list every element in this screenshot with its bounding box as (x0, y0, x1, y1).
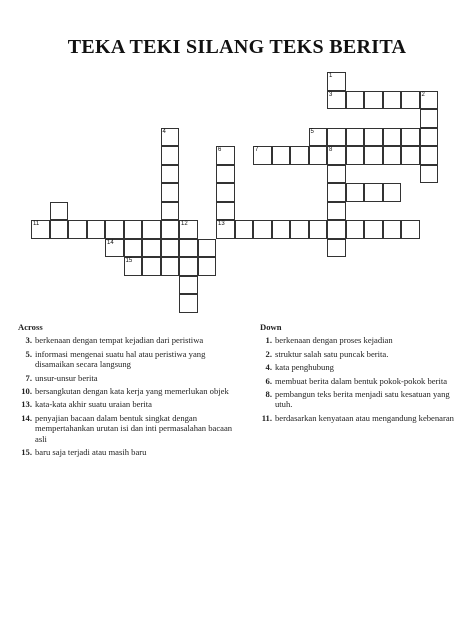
grid-cell[interactable] (50, 202, 69, 221)
clue-text: baru saja terjadi atau masih baru (35, 447, 147, 458)
cell-number: 11 (33, 221, 40, 227)
grid-cell[interactable] (420, 146, 439, 165)
clue-text: berkenaan dengan tempat kejadian dari peristiwa (35, 335, 204, 346)
cell-number: 4 (162, 128, 166, 135)
grid-cell[interactable] (346, 146, 365, 165)
grid-cell[interactable] (124, 220, 143, 239)
grid-cell[interactable] (50, 220, 69, 239)
grid-cell[interactable] (31, 220, 50, 239)
down-clue (258, 335, 458, 345)
grid-cell[interactable] (309, 146, 328, 165)
cell-number: 2 (421, 91, 425, 98)
grid-cell[interactable] (179, 276, 198, 295)
grid-cell[interactable] (364, 220, 383, 239)
grid-cell[interactable] (161, 220, 180, 239)
clue-text: pembangun teks berita menjadi satu kesatuan yang utuh. (275, 389, 450, 410)
clue-text: kata penghubung (275, 362, 334, 373)
clue-text: kata-kata akhir suatu uraian berita (35, 399, 152, 410)
clue-text: penyajian bacaan dalam bentuk singkat dengan mempertahankan urutan isi dan inti permasalahan bacaan asli (35, 412, 233, 444)
grid-cell[interactable] (346, 91, 365, 110)
grid-cell[interactable] (420, 165, 439, 184)
cell-number: 13 (218, 221, 225, 227)
clue-text: bersangkutan dengan kata kerja yang memerlukan objek (35, 386, 229, 397)
grid-cell[interactable] (216, 220, 235, 239)
across-clue (18, 399, 240, 409)
grid-cell[interactable] (383, 146, 402, 165)
cell-number: 7 (255, 147, 259, 153)
grid-cell[interactable] (364, 91, 383, 110)
grid-cell[interactable] (253, 220, 272, 239)
grid-cell[interactable] (161, 239, 180, 258)
grid-cell[interactable] (161, 128, 180, 147)
down-clues (258, 322, 458, 426)
grid-cell[interactable] (161, 183, 180, 202)
grid-cell[interactable] (383, 183, 402, 202)
grid-cell[interactable] (235, 220, 254, 239)
across-clue (18, 373, 240, 383)
grid-cell[interactable] (364, 146, 383, 165)
clue-number: 5. (25, 348, 32, 359)
cell-number: 1 (329, 73, 333, 79)
grid-cell[interactable] (179, 294, 198, 313)
down-clue (258, 376, 458, 386)
across-clue (18, 386, 240, 396)
page-title: TEKA TEKI SILANG TEKS BERITA (67, 36, 407, 58)
grid-cell[interactable] (401, 220, 420, 239)
grid-cell[interactable] (253, 146, 272, 165)
cell-number: 15 (125, 258, 133, 264)
grid-cell[interactable] (327, 72, 346, 91)
cell-number: 8 (329, 147, 333, 153)
clue-number: 10. (21, 386, 32, 397)
grid-cell[interactable] (216, 146, 235, 165)
clue-number: 13. (21, 399, 32, 410)
grid-cell[interactable] (105, 220, 124, 239)
grid-cell[interactable] (68, 220, 87, 239)
clue-text: membuat berita dalam bentuk pokok-pokok berita (275, 375, 448, 386)
clue-text: berkenaan dengan proses kejadian (275, 335, 393, 346)
grid-cell[interactable] (420, 128, 439, 147)
clue-number: 8. (265, 389, 272, 400)
cell-number: 12 (181, 221, 188, 227)
grid-cell[interactable] (161, 165, 180, 184)
grid-cell[interactable] (142, 257, 161, 276)
down-clue (258, 349, 458, 359)
grid-cell[interactable] (290, 220, 309, 239)
grid-cell[interactable] (309, 128, 328, 147)
clue-text: unsur-unsur berita (35, 372, 98, 383)
grid-cell[interactable] (420, 91, 439, 110)
clue-number: 1. (265, 335, 272, 346)
grid-cell[interactable] (272, 220, 291, 239)
across-clue (18, 447, 240, 457)
clue-text: berdasarkan kenyataan atau mengandung kebenaran (275, 412, 454, 423)
across-clue (18, 413, 240, 444)
grid-cell[interactable] (327, 146, 346, 165)
grid-cell[interactable] (346, 183, 365, 202)
grid-cell[interactable] (216, 202, 235, 221)
grid-cell[interactable] (124, 239, 143, 258)
grid-cell[interactable] (179, 257, 198, 276)
clue-number: 6. (265, 375, 272, 386)
clue-number: 15. (21, 447, 32, 458)
grid-cell[interactable] (327, 91, 346, 110)
grid-cell[interactable] (161, 257, 180, 276)
grid-cell[interactable] (327, 183, 346, 202)
grid-cell[interactable] (142, 220, 161, 239)
grid-cell[interactable] (179, 220, 198, 239)
grid-cell[interactable] (142, 239, 161, 258)
grid-cell[interactable] (198, 257, 217, 276)
grid-cell[interactable] (124, 257, 143, 276)
clue-number: 4. (265, 362, 272, 373)
grid-cell[interactable] (198, 239, 217, 258)
grid-cell[interactable] (383, 128, 402, 147)
grid-cell[interactable] (383, 91, 402, 110)
grid-cell[interactable] (327, 128, 346, 147)
grid-cell[interactable] (161, 202, 180, 221)
grid-cell[interactable] (420, 109, 439, 128)
down-clue (258, 413, 458, 423)
grid-cell[interactable] (364, 183, 383, 202)
cell-number: 5 (310, 128, 314, 135)
grid-cell[interactable] (346, 220, 365, 239)
clue-text: struktur salah satu puncak berita. (275, 348, 389, 359)
grid-cell[interactable] (383, 220, 402, 239)
grid-cell[interactable] (327, 220, 346, 239)
grid-cell[interactable] (216, 165, 235, 184)
grid-cell[interactable] (401, 128, 420, 147)
grid-cell[interactable] (105, 239, 124, 258)
clue-number: 2. (265, 348, 272, 359)
down-clue (258, 389, 458, 410)
grid-cell[interactable] (290, 146, 309, 165)
clue-text: informasi mengenai suatu hal atau peristiwa yang disamaikan secara langsung (35, 348, 206, 370)
across-heading: Across (18, 322, 43, 332)
grid-cell[interactable] (272, 146, 291, 165)
grid-cell[interactable] (87, 220, 106, 239)
grid-cell[interactable] (401, 146, 420, 165)
grid-cell[interactable] (364, 128, 383, 147)
cell-number: 14 (107, 239, 114, 246)
grid-cell[interactable] (401, 91, 420, 110)
cell-number: 6 (218, 147, 222, 153)
grid-cell[interactable] (179, 239, 198, 258)
down-heading: Down (260, 322, 282, 332)
across-clue (18, 349, 240, 370)
clue-number: 14. (21, 412, 32, 423)
grid-cell[interactable] (309, 220, 328, 239)
grid-cell[interactable] (161, 146, 180, 165)
cell-number: 3 (329, 91, 333, 98)
grid-cell[interactable] (216, 183, 235, 202)
grid-cell[interactable] (327, 165, 346, 184)
clue-number: 3. (25, 335, 32, 346)
down-clue (258, 362, 458, 372)
grid-cell[interactable] (327, 202, 346, 221)
grid-cell[interactable] (327, 239, 346, 258)
grid-cell[interactable] (346, 128, 365, 147)
clue-number: 11. (261, 412, 272, 423)
across-clues (18, 322, 240, 460)
clue-number: 7. (25, 372, 32, 383)
across-clue (18, 335, 240, 345)
